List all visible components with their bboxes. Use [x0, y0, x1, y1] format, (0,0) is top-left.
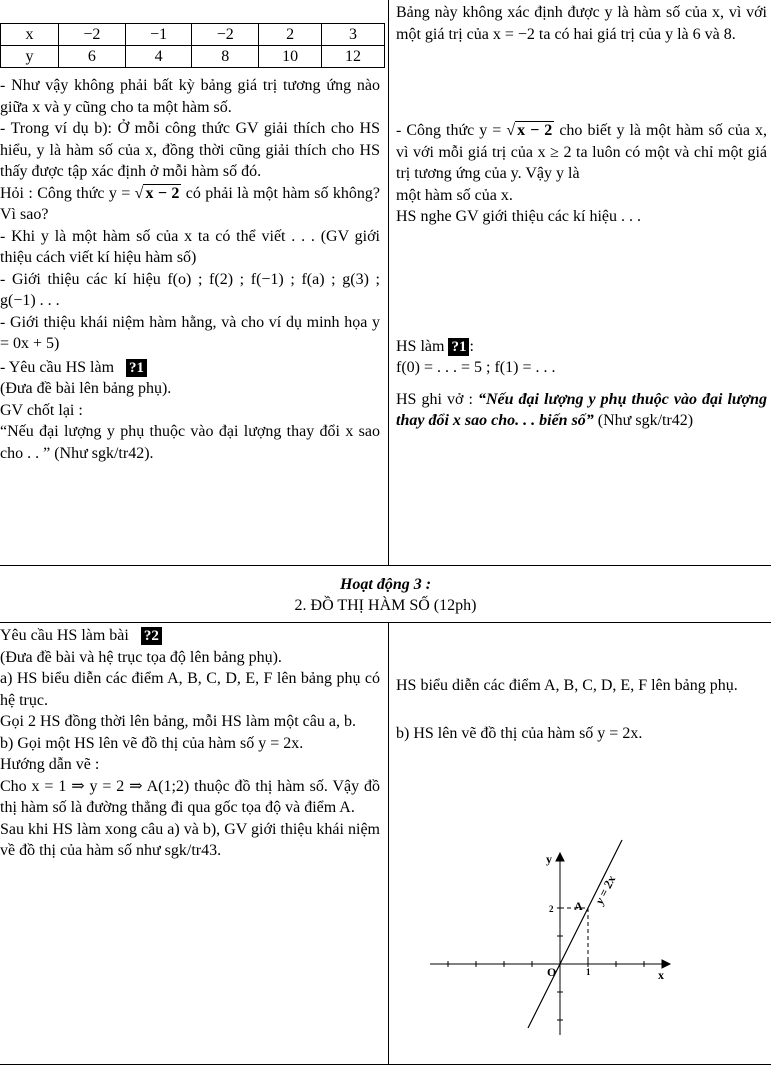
paragraph: HS nghe GV giới thiệu các kí hiệu . . . — [396, 208, 642, 225]
tick-label-x-1: 1 — [586, 967, 591, 977]
paragraph: Hướng dẫn vẽ : — [0, 756, 100, 773]
paragraph: Sau khi HS làm xong câu a) và b), GV giới thiệu khái niệm về đồ thị của hàm số như sgk/tr43. — [0, 820, 380, 859]
paragraph: GV chốt lại : — [0, 401, 83, 419]
table-cell: 12 — [322, 46, 385, 68]
paragraph: một hàm số của x. — [396, 186, 513, 204]
sqrt-expression — [506, 121, 554, 139]
section-subtitle: 2. ĐỒ THỊ HÀM SỐ (12ph) — [294, 597, 477, 614]
page-bottom-border — [0, 1064, 771, 1065]
teacher-activities-lower — [0, 625, 380, 862]
sqrt-radicand: x − 2 — [517, 122, 553, 139]
column-divider-bottom — [388, 622, 389, 1064]
teacher-activities-upper — [0, 75, 380, 464]
table-cell: y — [1, 46, 59, 68]
text: HS làm — [396, 337, 449, 355]
paragraph: Bảng này không xác định được y là hàm số của x, vì với một giá trị của x = −2 ta có hai giá trị của y là 6 và 8. — [396, 4, 767, 43]
sqrt-radicand: x − 2 — [145, 184, 180, 202]
question-badge: ?2 — [141, 627, 162, 645]
text: : — [469, 337, 474, 355]
paragraph: Cho x = 1 ⇒ y = 2 ⇒ A(1;2) thuộc đồ thị hàm số. Vậy đồ thị hàm số là đường thẳng đi qua gốc tọa độ và điểm A. — [0, 777, 380, 816]
text: Hỏi : Công thức y = — [0, 184, 135, 202]
origin-label: O — [547, 965, 557, 979]
text: có phải là một hàm số không? Vì sao? — [0, 184, 380, 223]
section-title: Hoạt động 3 : — [339, 576, 432, 593]
y-axis-arrow — [556, 853, 564, 861]
question-badge: ?1 — [126, 359, 147, 377]
student-activities-lower — [396, 675, 767, 744]
x-axis-label: x — [658, 968, 664, 982]
text: cho biết y là một hàm số của x, vì với mỗi giá trị của x ≥ 2 ta luôn có một và chỉ một giá trị tương ứng của y. Vậy y là — [396, 122, 768, 182]
table-cell: 2 — [259, 24, 322, 46]
point-a-label: A — [574, 899, 583, 913]
text: HS ghi vở : — [396, 390, 478, 408]
table-cell: −2 — [192, 24, 259, 46]
paragraph: b) HS lên vẽ đồ thị của hàm số y = 2x. — [396, 724, 643, 742]
paragraph — [396, 120, 767, 185]
graph-line-label: y = 2x — [592, 873, 619, 907]
tick-label-y-2: 2 — [549, 904, 554, 914]
column-divider-top — [388, 0, 389, 565]
table-cell: 4 — [125, 46, 192, 68]
table-cell: −1 — [125, 24, 192, 46]
text: - Yêu cầu HS làm — [0, 358, 119, 376]
sqrt-expression — [135, 184, 182, 202]
graph-line — [528, 840, 622, 1028]
table-cell: 3 — [322, 24, 385, 46]
function-graph — [400, 835, 700, 1045]
y-axis-label: y — [546, 852, 552, 866]
student-activities-upper — [396, 2, 767, 432]
values-table — [0, 23, 385, 68]
paragraph — [396, 389, 767, 432]
paragraph: HS biểu diễn các điểm A, B, C, D, E, F lên bảng phụ. — [396, 677, 738, 694]
section-heading — [0, 574, 771, 616]
paragraph: b) Gọi một HS lên vẽ đồ thị của hàm số y = 2x. — [0, 734, 304, 752]
paragraph: (Đưa đề bài lên bảng phụ). — [0, 380, 172, 397]
bold-italic-text: “Nếu đại lượng y phụ thuộc vào đại lượng thay đổi x sao cho. . . biến số” — [396, 390, 767, 429]
paragraph: - Giới thiệu khái niệm hàm hằng, và cho ví dụ minh họa y = 0x + 5) — [0, 313, 380, 352]
x-axis-arrow — [662, 960, 670, 968]
table-row — [1, 46, 385, 68]
section-divider-bottom — [0, 622, 771, 623]
paragraph: f(0) = . . . = 5 ; f(1) = . . . — [396, 359, 556, 376]
paragraph: - Như vậy không phải bất kỳ bảng giá trị tương ứng nào giữa x và y cũng cho ta một hàm số. — [0, 77, 380, 116]
sqrt-symbol: √ — [134, 184, 144, 202]
table-cell: 10 — [259, 46, 322, 68]
paragraph: - Trong ví dụ b): Ở mỗi công thức GV giải thích cho HS hiểu, y là hàm số của x, đồng thời cũng giải thích cho HS thấy được tập xác định ở mỗi hàm số đó. — [0, 120, 380, 180]
paragraph — [0, 625, 380, 647]
table-row — [1, 24, 385, 46]
section-divider-top — [0, 565, 771, 566]
paragraph: a) HS biểu diễn các điểm A, B, C, D, E, F lên bảng phụ có hệ trục. — [0, 670, 380, 709]
table-cell: 6 — [59, 46, 126, 68]
table-cell: 8 — [192, 46, 259, 68]
paragraph: “Nếu đại lượng y phụ thuộc vào đại lượng thay đổi x sao cho . . ” (Như sgk/tr42). — [0, 423, 380, 462]
paragraph — [396, 336, 767, 358]
question-badge: ?1 — [448, 338, 469, 356]
table-cell: x — [1, 24, 59, 46]
text: Yêu cầu HS làm bài — [0, 627, 133, 644]
table-cell: −2 — [59, 24, 126, 46]
text: (Như sgk/tr42) — [593, 412, 694, 429]
sqrt-symbol: √ — [506, 122, 516, 139]
paragraph: Gọi 2 HS đồng thời lên bảng, mỗi HS làm một câu a, b. — [0, 713, 356, 730]
paragraph: (Đưa đề bài và hệ trục tọa độ lên bảng phụ). — [0, 648, 282, 666]
paragraph: - Khi y là một hàm số của x ta có thể viết . . . (GV giới thiệu cách viết kí hiệu hàm số) — [0, 227, 380, 266]
paragraph — [0, 183, 380, 226]
paragraph — [0, 357, 380, 379]
text: - Công thức y = — [396, 122, 507, 139]
paragraph: - Giới thiệu các kí hiệu f(o) ; f(2) ; f(−1) ; f(a) ; g(3) ; g(−1) . . . — [0, 270, 380, 309]
